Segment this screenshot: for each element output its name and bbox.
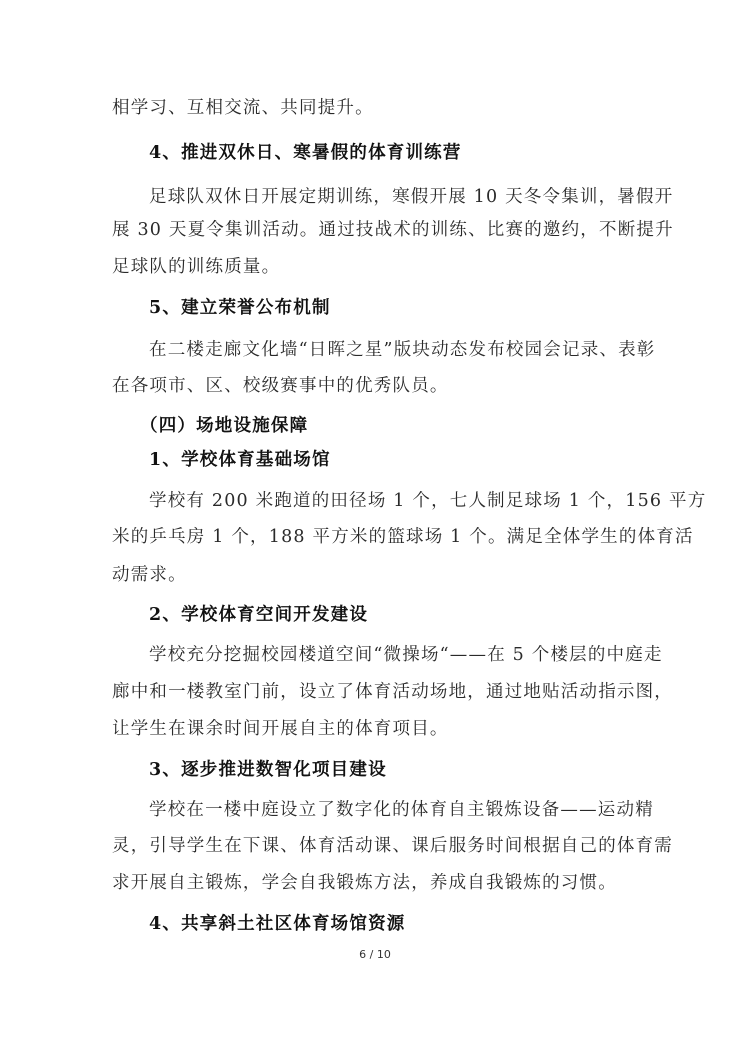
paragraph-line: 学校有 200 米跑道的田径场 1 个，七人制足球场 1 个，156 平方 (149, 491, 707, 511)
paragraph-line: 求开展自主锻炼，学会自我锻炼方法，养成自我锻炼的习惯。 (112, 873, 617, 893)
heading-digital-projects: 3、逐步推进数智化项目建设 (149, 760, 387, 780)
paragraph-line: 学校在一楼中庭设立了数字化的体育自主锻炼设备——运动精 (149, 800, 654, 820)
heading-community-venues: 4、共享斜土社区体育场馆资源 (149, 914, 406, 934)
paragraph-line: 相学习、互相交流、共同提升。 (112, 98, 374, 118)
paragraph-line: 在二楼走廊文化墙“日晖之星”版块动态发布校园会记录、表彰 (149, 340, 656, 360)
page-number: 6 / 10 (359, 948, 391, 961)
paragraph-line: 在各项市、区、校级赛事中的优秀队员。 (112, 376, 449, 396)
paragraph-line: 足球队双休日开展定期训练，寒假开展 10 天冬令集训，暑假开 (149, 187, 674, 207)
heading-training-camp: 4、推进双休日、寒暑假的体育训练营 (149, 143, 462, 163)
paragraph-line: 廊中和一楼教室门前，设立了体育活动场地，通过地贴活动指示图， (112, 682, 673, 702)
paragraph-line: 灵，引导学生在下课、体育活动课、课后服务时间根据自己的体育需 (112, 836, 673, 856)
paragraph-line: 让学生在课余时间开展自主的体育项目。 (112, 719, 449, 739)
paragraph-line: 足球队的训练质量。 (112, 257, 281, 277)
paragraph-line: 学校充分挖掘校园楼道空间“微操场“——在 5 个楼层的中庭走 (149, 645, 663, 665)
heading-honor-mechanism: 5、建立荣誉公布机制 (149, 298, 331, 318)
paragraph-line: 动需求。 (112, 565, 187, 585)
paragraph-line: 米的乒乓房 1 个，188 平方米的篮球场 1 个。满足全体学生的体育活 (112, 527, 694, 547)
heading-space-development: 2、学校体育空间开发建设 (149, 605, 369, 625)
heading-basic-venues: 1、学校体育基础场馆 (149, 450, 331, 470)
paragraph-line: 展 30 天夏令集训活动。通过技战术的训练、比赛的邀约，不断提升 (112, 220, 674, 240)
section-heading-facilities: （四）场地设施保障 (140, 416, 309, 436)
